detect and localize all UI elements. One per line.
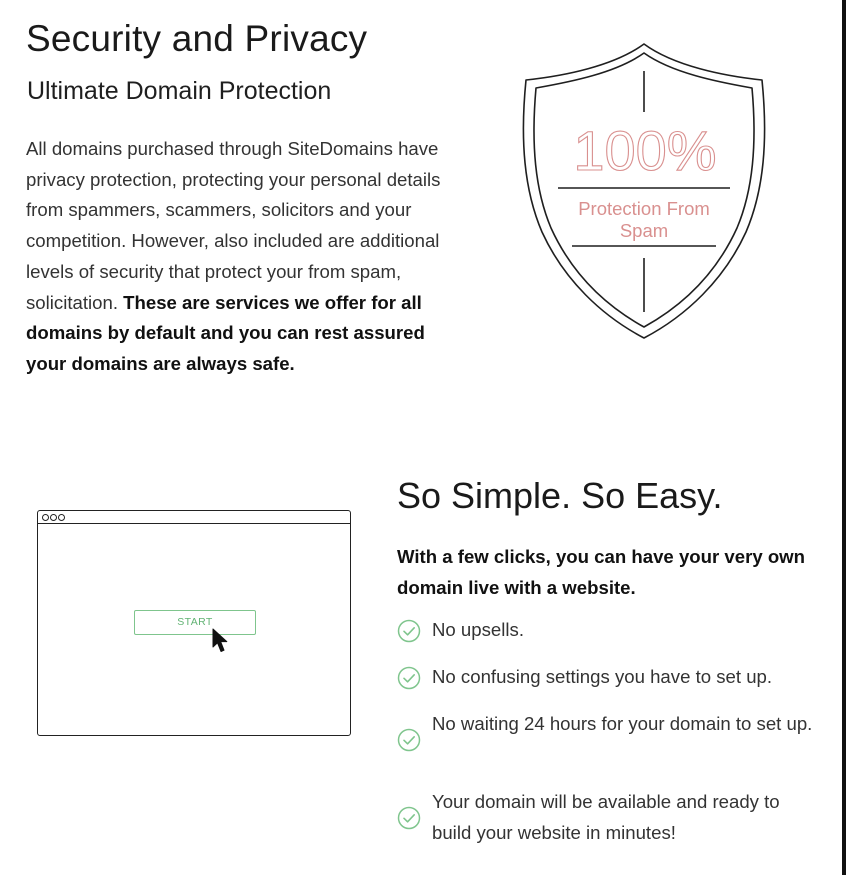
window-dot-icon — [50, 514, 57, 521]
shield-caption-line1: Protection From — [578, 198, 710, 219]
security-subtitle: Ultimate Domain Protection — [27, 77, 332, 105]
start-button: START — [134, 610, 256, 635]
feature-text: No upsells. — [432, 619, 524, 640]
mouse-cursor-icon — [212, 628, 230, 654]
feature-item — [397, 709, 817, 740]
browser-titlebar — [38, 511, 350, 524]
simple-lead: With a few clicks, you can have your very own domain live with a website. — [397, 546, 806, 598]
feature-item — [397, 787, 817, 848]
shield-percent: 100% — [573, 119, 717, 182]
feature-item — [397, 662, 817, 693]
security-title: Security and Privacy — [26, 18, 368, 59]
check-circle-icon — [397, 806, 421, 830]
shield-icon — [518, 40, 770, 344]
feature-item — [397, 615, 817, 646]
check-circle-icon — [397, 728, 421, 752]
feature-text: No confusing settings you have to set up. — [432, 666, 773, 687]
window-dot-icon — [42, 514, 49, 521]
check-circle-icon — [397, 619, 421, 643]
page-edge-divider — [842, 0, 846, 875]
shield-caption-line2: Spam — [619, 220, 669, 241]
security-intro-bold: These are services we offer for all domains by default and you can rest assured your domains are always safe. — [26, 291, 425, 374]
browser-illustration — [37, 510, 351, 736]
feature-text: Your domain will be available and ready to build your website in minutes! — [432, 791, 780, 843]
feature-text: No waiting 24 hours for your domain to set up. — [432, 713, 813, 734]
simple-title: So Simple. So Easy. — [397, 475, 723, 516]
window-dot-icon — [58, 514, 65, 521]
security-intro-text: All domains purchased through SiteDomains have privacy protection, protecting your personal details from spammers, scammers, solicitors and your competition. However, also included are additional levels of security that protect your from spam, solicitation. — [26, 138, 441, 313]
check-circle-icon — [397, 666, 421, 690]
security-intro — [26, 134, 456, 380]
